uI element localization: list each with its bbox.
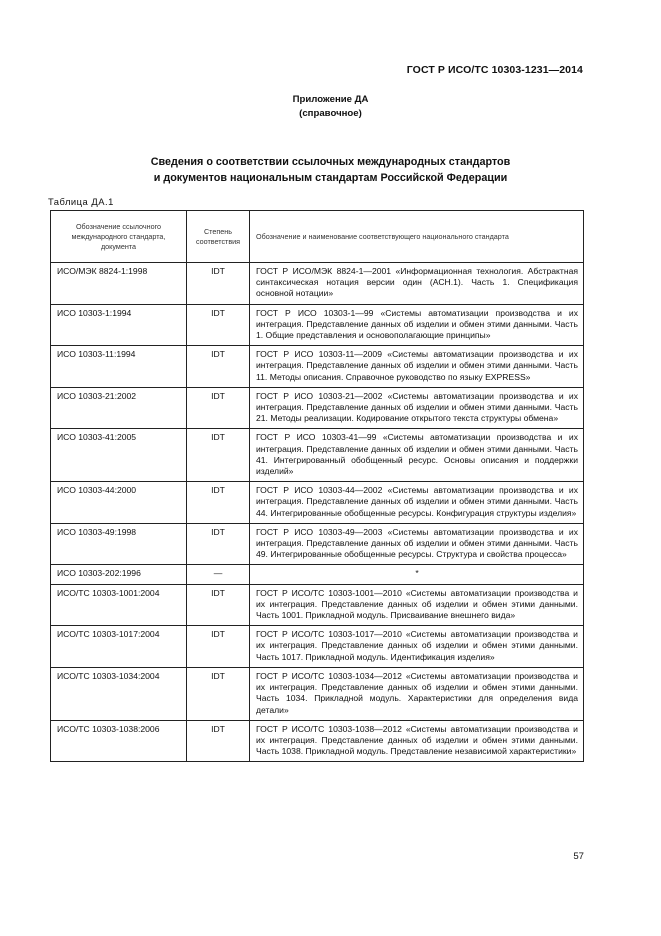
table-row	[51, 720, 584, 762]
degree-cell: IDT	[187, 523, 250, 565]
header-national-standard: Обозначение и наименование соответствующего национального стандарта	[250, 211, 584, 263]
national-standard-cell: ГОСТ Р ИСО/ТС 10303-1038—2012 «Системы автоматизации производства и их интеграция. Представление данных об изделии и обмен этими данными. Часть 1038. Прикладной модуль. Представление независимой характеристики»	[250, 720, 584, 762]
national-standard-cell: ГОСТ Р ИСО 10303-49—2003 «Системы автоматизации производства и их интеграция. Представление данных об изделии и обмен этими данными. Часть 49. Интегрированные обобщенные ресурсы. Структура и свойства процесса»	[250, 523, 584, 565]
table-row	[51, 482, 584, 524]
table-row	[51, 263, 584, 305]
reference-standard-cell: ИСО/ТС 10303-1017:2004	[51, 626, 187, 668]
reference-standard-cell: ИСО/ТС 10303-1034:2004	[51, 667, 187, 720]
degree-cell: —	[187, 565, 250, 584]
table-header-row	[51, 211, 584, 263]
table-row	[51, 304, 584, 346]
national-standard-cell: ГОСТ Р ИСО/МЭК 8824-1—2001 «Информационная технология. Абстрактная синтаксическая нотация версии один (АСН.1). Часть 1. Спецификация основной нотации»	[250, 263, 584, 305]
table-row	[51, 565, 584, 584]
reference-standard-cell: ИСО/МЭК 8824-1:1998	[51, 263, 187, 305]
annex-heading	[0, 93, 661, 121]
national-standard-cell: ГОСТ Р ИСО 10303-44—2002 «Системы автоматизации производства и их интеграция. Представление данных об изделии и обмен этими данными. Часть 44. Интегрированные обобщенные ресурсы. Конфигурация структуры изделия»	[250, 482, 584, 524]
table-row	[51, 429, 584, 482]
annex-title: Приложение ДА	[292, 94, 369, 105]
correspondence-table	[50, 210, 584, 762]
degree-cell: IDT	[187, 626, 250, 668]
national-standard-cell: ГОСТ Р ИСО 10303-41—99 «Системы автоматизации производства и их интеграция. Представление данных об изделии и обмен этими данными. Часть 41. Интегрированный обобщенный ресурс. Основы описания и поддержки изделий»	[250, 429, 584, 482]
national-standard-cell	[250, 565, 584, 584]
table-row	[51, 667, 584, 720]
table-row	[51, 584, 584, 626]
reference-standard-cell: ИСО 10303-49:1998	[51, 523, 187, 565]
reference-standard-cell: ИСО 10303-202:1996	[51, 565, 187, 584]
reference-standard-cell: ИСО 10303-44:2000	[51, 482, 187, 524]
annex-subtitle: (справочное)	[299, 108, 362, 119]
section-heading-line-2: и документов национальным стандартам Российской Федерации	[153, 172, 508, 184]
reference-standard-cell: ИСО 10303-1:1994	[51, 304, 187, 346]
section-heading-line-1: Сведения о соответствии ссылочных международных стандартов	[150, 156, 511, 168]
header-degree-of-correspondence: Степень соответствия	[187, 211, 250, 263]
national-standard-cell: ГОСТ Р ИСО 10303-1—99 «Системы автоматизации производства и их интеграция. Представление данных об изделии и обмен этими данными. Часть 1. Общие представления и основополагающие принципы»	[250, 304, 584, 346]
reference-standard-cell: ИСО 10303-41:2005	[51, 429, 187, 482]
degree-cell: IDT	[187, 720, 250, 762]
table-label: Таблица ДА.1	[48, 196, 114, 207]
section-heading	[0, 154, 661, 186]
degree-cell: IDT	[187, 263, 250, 305]
table-row	[51, 346, 584, 388]
national-standard-cell: ГОСТ Р ИСО 10303-11—2009 «Системы автоматизации производства и их интеграция. Представление данных об изделии и обмен этими данными. Часть 11. Методы описания. Справочное руководство по языку EXPRESS»	[250, 346, 584, 388]
header-reference-standard: Обозначение ссылочного международного стандарта, документа	[51, 211, 187, 263]
degree-cell: IDT	[187, 429, 250, 482]
national-standard-cell: ГОСТ Р ИСО 10303-21—2002 «Системы автоматизации производства и их интеграция. Представление данных об изделии и обмен этими данными. Часть 21. Методы реализации. Кодирование открытого текста структуры обмена»	[250, 387, 584, 429]
reference-standard-cell: ИСО/ТС 10303-1038:2006	[51, 720, 187, 762]
national-standard-cell: ГОСТ Р ИСО/ТС 10303-1001—2010 «Системы автоматизации производства и их интеграция. Представление данных об изделии и обмен этими данными. Часть 1001. Прикладной модуль. Присваивание внешнего вида»	[250, 584, 584, 626]
reference-standard-cell: ИСО 10303-21:2002	[51, 387, 187, 429]
degree-cell: IDT	[187, 304, 250, 346]
table-row	[51, 626, 584, 668]
document-code: ГОСТ Р ИСО/ТС 10303-1231—2014	[406, 64, 583, 76]
table-row	[51, 387, 584, 429]
degree-cell: IDT	[187, 387, 250, 429]
page-number: 57	[573, 851, 584, 862]
national-standard-cell: ГОСТ Р ИСО/ТС 10303-1034—2012 «Системы автоматизации производства и их интеграция. Представление данных об изделии и обмен этими данными. Часть 1034. Прикладной модуль. Характеристики для определения вида детали»	[250, 667, 584, 720]
degree-cell: IDT	[187, 667, 250, 720]
national-standard-cell: ГОСТ Р ИСО/ТС 10303-1017—2010 «Системы автоматизации производства и их интеграция. Представление данных об изделии и обмен этими данными. Часть 1017. Прикладной модуль. Идентификация изделия»	[250, 626, 584, 668]
reference-standard-cell: ИСО/ТС 10303-1001:2004	[51, 584, 187, 626]
footnote-marker: *	[415, 568, 419, 579]
reference-standard-cell: ИСО 10303-11:1994	[51, 346, 187, 388]
degree-cell: IDT	[187, 584, 250, 626]
table-row	[51, 523, 584, 565]
degree-cell: IDT	[187, 482, 250, 524]
degree-cell: IDT	[187, 346, 250, 388]
